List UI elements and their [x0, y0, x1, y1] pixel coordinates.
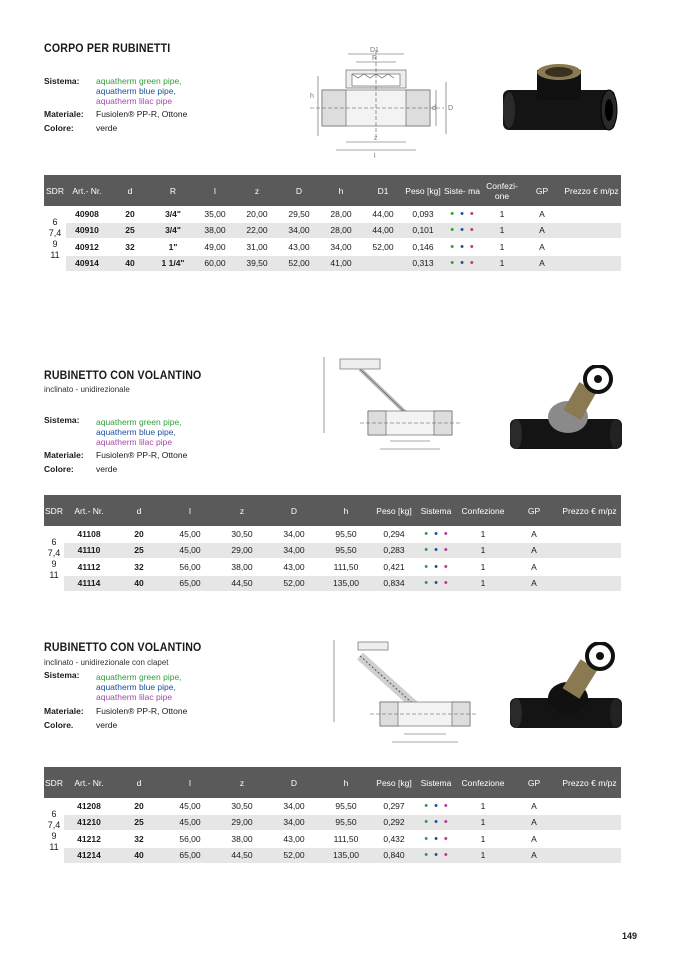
system-dots	[442, 255, 482, 272]
col-h: h	[320, 495, 372, 526]
col-gp: GP	[510, 767, 558, 798]
col-D1: D1	[362, 175, 404, 206]
system-lilac: aquatherm lilac pipe	[96, 96, 173, 106]
table-cell: 32	[114, 559, 164, 576]
table-row	[44, 814, 621, 831]
sdr-values	[44, 798, 64, 864]
section-rubinetto-clapet	[44, 642, 621, 882]
table-cell: 44,50	[216, 847, 268, 864]
system-lilac: aquatherm lilac pipe	[96, 692, 173, 702]
lilac-dot-icon: •	[443, 544, 448, 557]
price-cell	[558, 831, 621, 848]
systems-list	[96, 76, 182, 106]
table-cell: 41212	[64, 831, 114, 848]
system-lilac: aquatherm lilac pipe	[96, 437, 173, 447]
table-cell: 32	[108, 239, 152, 256]
table-cell: 111,50	[320, 831, 372, 848]
sdr-values	[44, 206, 66, 272]
colore-label: Colore:	[44, 123, 74, 133]
table-cell: A	[522, 206, 562, 222]
col-confezione: Confezione	[456, 495, 510, 526]
system-dots	[442, 222, 482, 239]
price-cell	[558, 542, 621, 559]
table-cell: 95,50	[320, 798, 372, 814]
colore-value: verde	[96, 123, 118, 133]
sistema-label: Sistema:	[44, 415, 80, 425]
table-cell: 31,00	[236, 239, 278, 256]
table-cell: 1	[482, 206, 522, 222]
table-cell: 52,00	[268, 847, 320, 864]
label-h: h	[310, 93, 314, 100]
col-h: h	[320, 767, 372, 798]
green-dot-icon: •	[424, 832, 429, 845]
label-d: d	[432, 105, 436, 112]
table-row	[44, 255, 621, 272]
table-cell: 1	[456, 542, 510, 559]
green-dot-icon: •	[450, 240, 455, 253]
table-cell: 0,432	[372, 831, 416, 848]
green-dot-icon: •	[424, 527, 429, 540]
col-confezione: Confezione	[456, 767, 510, 798]
table-cell: 41114	[64, 575, 114, 592]
col-art: Art.- Nr.	[64, 495, 114, 526]
system-dots	[416, 831, 456, 848]
materiale-value: Fusiolen® PP-R, Ottone	[96, 450, 188, 460]
col-confezione: Confezi- one	[482, 175, 522, 206]
table-cell: 0,834	[372, 575, 416, 592]
colore-label: Colore.	[44, 720, 74, 730]
col-D: D	[268, 767, 320, 798]
system-dots	[416, 798, 456, 814]
col-z: z	[216, 495, 268, 526]
table-corpo	[44, 175, 621, 272]
col-prezzo: Prezzo € m/pz	[558, 495, 621, 526]
price-cell	[562, 206, 621, 222]
blue-dot-icon: •	[434, 577, 438, 590]
table-cell: 135,00	[320, 575, 372, 592]
colore-value: verde	[96, 464, 118, 474]
label-d1: D1	[370, 47, 379, 54]
green-dot-icon: •	[424, 577, 429, 590]
col-h: h	[320, 175, 362, 206]
col-sdr: SDR	[44, 767, 64, 798]
table-cell: A	[510, 847, 558, 864]
lilac-dot-icon: •	[469, 257, 474, 270]
sdr-value: 11	[49, 569, 59, 580]
table-cell: 40912	[66, 239, 108, 256]
col-d: d	[114, 767, 164, 798]
table-row	[44, 575, 621, 592]
table-cell: A	[510, 831, 558, 848]
blue-dot-icon: •	[460, 224, 464, 237]
product-photo-corpo	[499, 60, 619, 150]
system-blue: aquatherm blue pipe,	[96, 86, 176, 96]
table-row	[44, 559, 621, 576]
table-cell: 1	[456, 559, 510, 576]
table-body	[44, 526, 621, 592]
table-cell: 52,00	[362, 239, 404, 256]
price-cell	[562, 222, 621, 239]
table-cell: A	[510, 526, 558, 542]
table-cell: 0,297	[372, 798, 416, 814]
materiale-label: Materiale:	[44, 706, 84, 716]
table-row	[44, 526, 621, 542]
green-dot-icon: •	[450, 224, 455, 237]
col-peso: Peso [kg]	[372, 495, 416, 526]
table-cell: 41210	[64, 814, 114, 831]
table-cell: 1	[456, 814, 510, 831]
sdr-value: 7,4	[48, 227, 62, 238]
blue-dot-icon: •	[460, 240, 464, 253]
price-cell	[558, 559, 621, 576]
table-cell: A	[510, 559, 558, 576]
table-cell: 3/4"	[152, 222, 194, 239]
col-prezzo: Prezzo € m/pz	[562, 175, 621, 206]
lilac-dot-icon: •	[469, 240, 474, 253]
table-cell: 56,00	[164, 559, 216, 576]
system-dots	[416, 542, 456, 559]
table-cell: 43,00	[278, 239, 320, 256]
blue-dot-icon: •	[434, 816, 438, 829]
sdr-value: 7,4	[47, 819, 61, 830]
blue-dot-icon: •	[434, 560, 438, 573]
table-cell: 40	[114, 847, 164, 864]
table-cell: 49,00	[194, 239, 236, 256]
sdr-value: 9	[51, 830, 57, 841]
lilac-dot-icon: •	[469, 224, 474, 237]
price-cell	[562, 239, 621, 256]
table-cell: 34,00	[268, 814, 320, 831]
table-cell: 20	[108, 206, 152, 222]
table-cell: 3/4"	[152, 206, 194, 222]
table-cell: 65,00	[164, 575, 216, 592]
table-cell: 40	[108, 255, 152, 272]
table-cell: 95,50	[320, 542, 372, 559]
system-blue: aquatherm blue pipe,	[96, 682, 176, 692]
green-dot-icon: •	[424, 816, 429, 829]
table-cell: 0,093	[404, 206, 442, 222]
table-cell: 41108	[64, 526, 114, 542]
blue-dot-icon: •	[434, 832, 438, 845]
table-cell: 38,00	[216, 559, 268, 576]
section-subtitle: inclinato - unidirezionale	[44, 385, 130, 394]
materiale-value: Fusiolen® PP-R, Ottone	[96, 109, 188, 119]
green-dot-icon: •	[450, 257, 455, 270]
blue-dot-icon: •	[434, 799, 438, 812]
technical-drawing-volantino	[320, 353, 470, 473]
table-cell: 41214	[64, 847, 114, 864]
table-cell: 20	[114, 526, 164, 542]
lilac-dot-icon: •	[443, 832, 448, 845]
col-l: l	[194, 175, 236, 206]
green-dot-icon: •	[424, 799, 429, 812]
sdr-value: 6	[51, 808, 57, 819]
materiale-value: Fusiolen® PP-R, Ottone	[96, 706, 188, 716]
materiale-label: Materiale:	[44, 109, 84, 119]
blue-dot-icon: •	[460, 257, 464, 270]
sdr-values	[44, 526, 64, 592]
sdr-value: 6	[52, 216, 58, 227]
lilac-dot-icon: •	[443, 816, 448, 829]
table-cell: 44,50	[216, 575, 268, 592]
col-peso: Peso [kg]	[404, 175, 442, 206]
table-cell: 0,292	[372, 814, 416, 831]
system-blue: aquatherm blue pipe,	[96, 427, 176, 437]
lilac-dot-icon: •	[443, 560, 448, 573]
table-cell: 34,00	[268, 798, 320, 814]
table-cell: 29,00	[216, 814, 268, 831]
col-sdr: SDR	[44, 175, 66, 206]
table-cell: 41110	[64, 542, 114, 559]
sistema-label: Sistema:	[44, 670, 80, 680]
col-D: D	[278, 175, 320, 206]
table-cell: A	[510, 798, 558, 814]
col-D: D	[268, 495, 320, 526]
col-art: Art.- Nr.	[66, 175, 108, 206]
table-cell: A	[510, 542, 558, 559]
systems-list	[96, 672, 182, 702]
col-z: z	[216, 767, 268, 798]
system-dots	[416, 814, 456, 831]
system-dots	[416, 526, 456, 542]
table-cell: A	[522, 255, 562, 272]
table-cell: 41208	[64, 798, 114, 814]
table-cell: 29,00	[216, 542, 268, 559]
table-cell: 1"	[152, 239, 194, 256]
blue-dot-icon: •	[460, 207, 464, 220]
table-body	[44, 798, 621, 864]
price-cell	[558, 798, 621, 814]
label-D: D	[448, 105, 454, 112]
table-cell	[362, 255, 404, 272]
label-r: R	[372, 55, 378, 62]
table-cell: 1	[456, 831, 510, 848]
section-corpo-rubinetti	[44, 40, 621, 280]
blue-dot-icon: •	[434, 849, 438, 862]
sdr-value: 11	[50, 249, 60, 260]
table-cell: 43,00	[268, 559, 320, 576]
table-cell: 45,00	[164, 542, 216, 559]
table-cell: 0,421	[372, 559, 416, 576]
col-sistema: Siste- ma	[442, 175, 482, 206]
col-sistema: Sistema	[416, 767, 456, 798]
col-sdr: SDR	[44, 495, 64, 526]
table-cell: 40	[114, 575, 164, 592]
table-volantino	[44, 495, 621, 592]
lilac-dot-icon: •	[469, 207, 474, 220]
systems-list	[96, 417, 182, 447]
table-cell: 52,00	[278, 255, 320, 272]
section-title: RUBINETTO CON VOLANTINO	[44, 370, 202, 382]
col-sistema: Sistema	[416, 495, 456, 526]
sdr-value: 9	[51, 558, 57, 569]
system-dots	[442, 239, 482, 256]
price-cell	[558, 814, 621, 831]
table-cell: 45,00	[164, 526, 216, 542]
table-cell: 25	[114, 542, 164, 559]
table-cell: 43,00	[268, 831, 320, 848]
table-cell: 35,00	[194, 206, 236, 222]
product-photo-volantino	[506, 365, 626, 465]
col-d: d	[108, 175, 152, 206]
section-title: CORPO PER RUBINETTI	[44, 43, 171, 55]
system-green: aquatherm green pipe,	[96, 672, 182, 682]
table-cell: 41,00	[320, 255, 362, 272]
system-dots	[416, 559, 456, 576]
table-cell: 20,00	[236, 206, 278, 222]
table-row	[44, 847, 621, 864]
system-dots	[416, 847, 456, 864]
table-cell: 30,50	[216, 526, 268, 542]
col-gp: GP	[522, 175, 562, 206]
table-clapet	[44, 767, 621, 864]
table-cell: 22,00	[236, 222, 278, 239]
table-row	[44, 542, 621, 559]
table-cell: A	[510, 814, 558, 831]
green-dot-icon: •	[450, 207, 455, 220]
lilac-dot-icon: •	[443, 849, 448, 862]
table-cell: 25	[114, 814, 164, 831]
product-photo-clapet	[506, 642, 626, 742]
table-cell: 32	[114, 831, 164, 848]
table-cell: 44,00	[362, 206, 404, 222]
table-cell: 1 1/4"	[152, 255, 194, 272]
col-R: R	[152, 175, 194, 206]
table-cell: 45,00	[164, 814, 216, 831]
table-cell: 0,283	[372, 542, 416, 559]
materiale-label: Materiale:	[44, 450, 84, 460]
table-row	[44, 831, 621, 848]
table-cell: 34,00	[320, 239, 362, 256]
lilac-dot-icon: •	[443, 577, 448, 590]
table-body	[44, 206, 621, 272]
table-cell: 40914	[66, 255, 108, 272]
table-cell: 95,50	[320, 526, 372, 542]
table-cell: 0,294	[372, 526, 416, 542]
page-number: 149	[621, 931, 637, 941]
table-row	[44, 239, 621, 256]
table-cell: 40910	[66, 222, 108, 239]
col-prezzo: Prezzo € m/pz	[558, 767, 621, 798]
table-cell: 45,00	[164, 798, 216, 814]
green-dot-icon: •	[424, 544, 429, 557]
table-cell: 39,50	[236, 255, 278, 272]
table-cell: 1	[456, 575, 510, 592]
table-cell: 38,00	[194, 222, 236, 239]
sdr-value: 9	[52, 238, 58, 249]
table-cell: 34,00	[268, 542, 320, 559]
table-cell: 0,101	[404, 222, 442, 239]
col-peso: Peso [kg]	[372, 767, 416, 798]
table-row	[44, 798, 621, 814]
table-cell: 95,50	[320, 814, 372, 831]
system-dots	[442, 206, 482, 222]
table-cell: 52,00	[268, 575, 320, 592]
col-z: z	[236, 175, 278, 206]
blue-dot-icon: •	[434, 544, 438, 557]
blue-dot-icon: •	[434, 527, 438, 540]
col-art: Art.- Nr.	[64, 767, 114, 798]
section-subtitle: inclinato - unidirezionale con clapet	[44, 658, 169, 667]
table-cell: 34,00	[278, 222, 320, 239]
table-cell: A	[522, 239, 562, 256]
colore-value: verde	[96, 720, 118, 730]
table-cell: A	[510, 575, 558, 592]
technical-drawing-corpo	[296, 46, 466, 166]
table-cell: 1	[456, 798, 510, 814]
lilac-dot-icon: •	[443, 799, 448, 812]
price-cell	[558, 847, 621, 864]
table-cell: 1	[456, 526, 510, 542]
table-cell: 28,00	[320, 206, 362, 222]
label-l: l	[374, 153, 376, 160]
table-cell: 1	[482, 239, 522, 256]
system-green: aquatherm green pipe,	[96, 76, 182, 86]
table-cell: 1	[456, 847, 510, 864]
table-cell: 20	[114, 798, 164, 814]
table-cell: 56,00	[164, 831, 216, 848]
table-cell: 0,840	[372, 847, 416, 864]
table-cell: 1	[482, 222, 522, 239]
table-cell: 111,50	[320, 559, 372, 576]
table-cell: 41112	[64, 559, 114, 576]
sdr-value: 11	[49, 841, 59, 852]
technical-drawing-clapet	[330, 636, 480, 756]
table-cell: 38,00	[216, 831, 268, 848]
label-z: z	[374, 135, 378, 142]
table-cell: 29,50	[278, 206, 320, 222]
table-row	[44, 222, 621, 239]
col-d: d	[114, 495, 164, 526]
col-gp: GP	[510, 495, 558, 526]
green-dot-icon: •	[424, 849, 429, 862]
colore-label: Colore:	[44, 464, 74, 474]
table-cell: 135,00	[320, 847, 372, 864]
col-l: l	[164, 767, 216, 798]
table-cell: 28,00	[320, 222, 362, 239]
section-title: RUBINETTO CON VOLANTINO	[44, 642, 202, 654]
table-cell: 40908	[66, 206, 108, 222]
price-cell	[558, 575, 621, 592]
green-dot-icon: •	[424, 560, 429, 573]
table-cell: A	[522, 222, 562, 239]
table-header	[44, 495, 621, 526]
system-green: aquatherm green pipe,	[96, 417, 182, 427]
price-cell	[562, 255, 621, 272]
table-cell: 1	[482, 255, 522, 272]
table-row	[44, 206, 621, 222]
section-rubinetto-volantino	[44, 365, 621, 605]
price-cell	[558, 526, 621, 542]
table-cell: 65,00	[164, 847, 216, 864]
table-cell: 0,146	[404, 239, 442, 256]
table-cell: 34,00	[268, 526, 320, 542]
sdr-value: 6	[51, 536, 57, 547]
col-l: l	[164, 495, 216, 526]
table-cell: 30,50	[216, 798, 268, 814]
system-dots	[416, 575, 456, 592]
table-header	[44, 767, 621, 798]
sdr-value: 7,4	[47, 547, 61, 558]
table-cell: 60,00	[194, 255, 236, 272]
sistema-label: Sistema:	[44, 76, 80, 86]
table-cell: 25	[108, 222, 152, 239]
table-cell: 44,00	[362, 222, 404, 239]
lilac-dot-icon: •	[443, 527, 448, 540]
table-cell: 0,313	[404, 255, 442, 272]
table-header	[44, 175, 621, 206]
